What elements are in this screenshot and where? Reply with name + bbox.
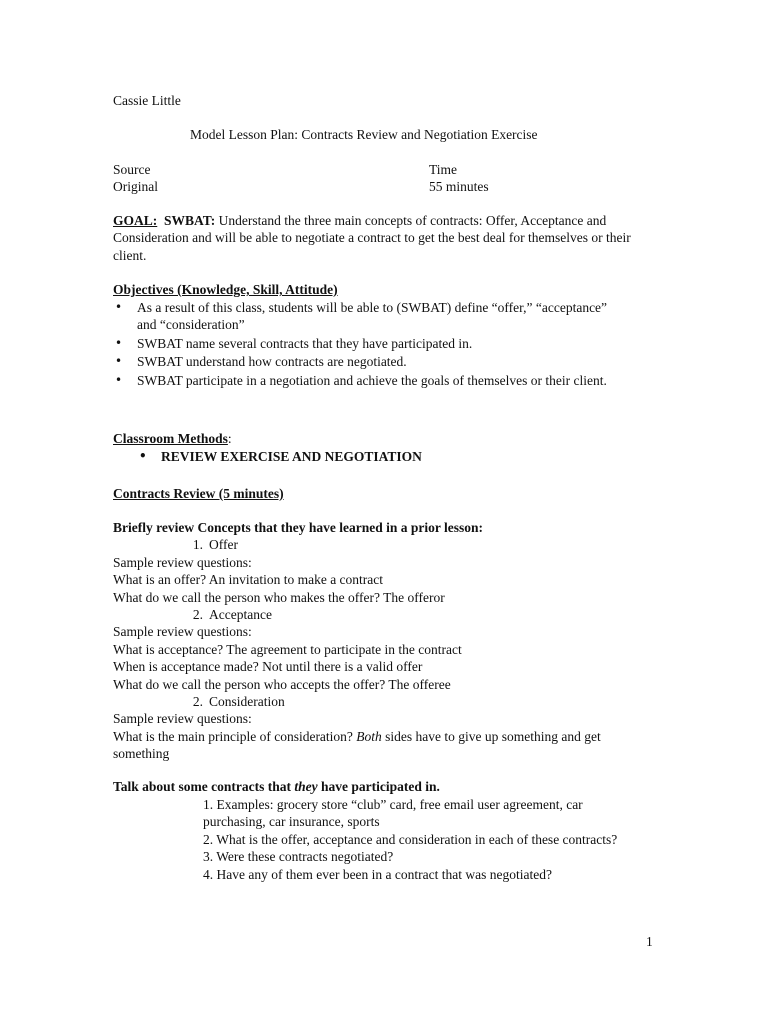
source-label: Source (113, 162, 151, 177)
concept-consideration: 2. Consideration (192, 694, 285, 710)
goal-label: GOAL: (113, 213, 158, 228)
talk-item: 3. Were these contracts negotiated? (203, 849, 394, 865)
goal-text: Understand the three main concepts of contracts: Offer, Acceptance and Consideration and will be able to negotiate a contract to get the best deal for themselves or their client. (113, 213, 631, 263)
time-value: 55 minutes (429, 179, 489, 194)
source-value: Original (113, 179, 158, 194)
sample-label: Sample review questions: (113, 711, 252, 727)
review-question: What is the main principle of consideration? Both sides have to give up something and get something (113, 728, 601, 762)
objective-item: • As a result of this class, students will be able to (SWBAT) define “offer,” “acceptance” and “consideration” (113, 299, 613, 334)
objectives-heading: Objectives (Knowledge, Skill, Attitude) (113, 282, 338, 297)
sample-label: Sample review questions: (113, 624, 252, 640)
review-question: What do we call the person who accepts the offer? The offeree (113, 676, 451, 692)
methods-list (137, 448, 422, 465)
concept-acceptance: 2. Acceptance (192, 607, 272, 623)
document-title: Model Lesson Plan: Contracts Review and Negotiation Exercise (190, 127, 538, 142)
page-number: 1 (646, 934, 653, 949)
objective-item: • SWBAT participate in a negotiation and achieve the goals of themselves or their client. (113, 372, 613, 389)
concept-offer: 1. Offer (192, 537, 238, 553)
talk-item: 2. What is the offer, acceptance and consideration in each of these contracts? (203, 831, 618, 847)
goal-swbat: SWBAT: (164, 213, 216, 228)
review-section (113, 519, 673, 763)
sample-label: Sample review questions: (113, 554, 252, 570)
talk-list (203, 796, 643, 883)
review-question: What is acceptance? The agreement to participate in the contract (113, 641, 462, 657)
goal-section (113, 212, 643, 264)
review-question: When is acceptance made? Not until there is a valid offer (113, 659, 423, 675)
review-intro: Briefly review Concepts that they have learned in a prior lesson: (113, 520, 483, 535)
review-heading: Contracts Review (5 minutes) (113, 486, 284, 501)
talk-item: 4. Have any of them ever been in a contract that was negotiated? (203, 866, 552, 882)
time-label: Time (429, 162, 458, 177)
methods-heading: Classroom Methods: (113, 431, 232, 446)
review-question: What do we call the person who makes the offer? The offeror (113, 589, 445, 605)
method-item: • REVIEW EXERCISE AND NEGOTIATION (137, 448, 422, 465)
objective-item: • SWBAT understand how contracts are negotiated. (113, 353, 613, 370)
talk-heading: Talk about some contracts that they have participated in. (113, 779, 440, 794)
review-question: What is an offer? An invitation to make a contract (113, 572, 384, 588)
objective-item: • SWBAT name several contracts that they have participated in. (113, 335, 613, 352)
talk-item: 1. Examples: grocery store “club” card, free email user agreement, car purchasing, car insurance, sports (203, 797, 583, 830)
objectives-list (113, 299, 613, 389)
author-name: Cassie Little (113, 93, 181, 108)
